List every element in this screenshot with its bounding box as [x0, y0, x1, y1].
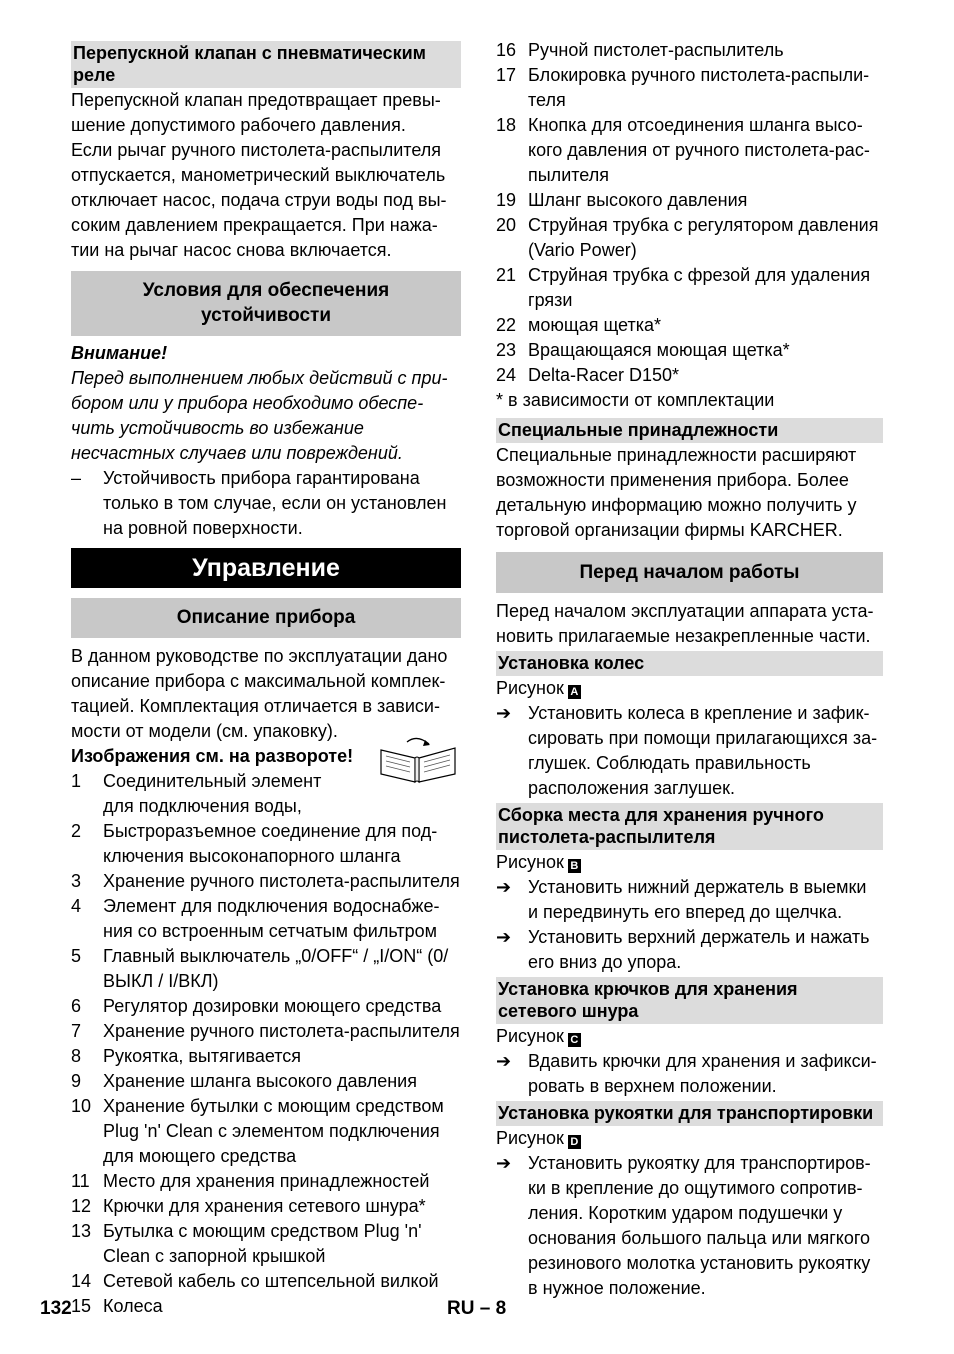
list-item	[71, 1269, 461, 1294]
wheels-heading: Установка колес	[496, 651, 883, 676]
item-number: 11	[71, 1171, 90, 1191]
text-line: Элемент для подключения водоснабже-	[103, 896, 440, 916]
text-line: Устойчивость прибора гарантирована	[103, 468, 420, 488]
item-number: 15	[71, 1296, 92, 1316]
item-text	[528, 38, 883, 63]
list-item	[71, 1169, 461, 1194]
item-text	[528, 338, 883, 363]
text-line: Вдавить крючки для хранения и зафикси-	[528, 1051, 877, 1071]
text-line: кого давления от ручного пистолета-рас-	[528, 140, 870, 160]
figure-letter-c: C	[568, 1033, 581, 1047]
item-text	[103, 869, 461, 894]
text-line: Установить рукоятку для транспортиров-	[528, 1153, 871, 1173]
text-line: ния со встроенным сетчатым фильтром	[103, 921, 437, 941]
list-item	[496, 38, 883, 63]
text-line: тии на рычаг насос снова включается.	[71, 240, 392, 260]
footnote: * в зависимости от комплектации	[496, 390, 775, 410]
item-text	[103, 1094, 461, 1169]
list-item	[496, 363, 883, 388]
text-line: (Vario Power)	[528, 240, 637, 260]
special-text	[496, 443, 883, 543]
text-line: основания большого пальца или мягкого	[528, 1228, 871, 1248]
item-number: 18	[496, 115, 517, 135]
device-parts-list-cont	[496, 38, 883, 388]
list-item	[71, 944, 461, 994]
item-text	[528, 63, 883, 113]
item-text	[528, 113, 883, 188]
item-number: 24	[496, 365, 517, 385]
list-item	[71, 1219, 461, 1269]
text-line: отпускается, манометрический выключатель	[71, 165, 446, 185]
item-text	[528, 263, 883, 313]
item-text	[528, 213, 883, 263]
gun-steps	[496, 875, 883, 975]
text-line: Если рычаг ручного пистолета-распылителя	[71, 140, 441, 160]
text-line: детальную информацию можно получить у	[496, 495, 857, 515]
figure-letter-a: A	[568, 685, 581, 699]
text-line: для подключения воды,	[103, 796, 302, 816]
step-text	[528, 701, 883, 801]
text-line: Хранение ручного пистолета-распылителя	[103, 871, 460, 891]
text-line: шение допустимого рабочего давления.	[71, 115, 406, 135]
text-line: Установить колеса в крепление и зафик-	[528, 703, 870, 723]
arrow-right-icon: ➔	[496, 877, 512, 897]
text-line: чить устойчивость во избежание	[71, 418, 364, 438]
desc-heading: Описание прибора	[71, 598, 461, 638]
handle-steps	[496, 1151, 883, 1301]
text-line: Установить верхний держатель и нажать	[528, 927, 870, 947]
text-line: Установка крючков для хранения	[498, 979, 798, 999]
text-line: Сборка места для хранения ручного	[498, 805, 824, 825]
item-number: 10	[71, 1096, 92, 1116]
item-text	[103, 1269, 461, 1294]
item-number: 7	[71, 1021, 82, 1041]
instruction-step	[496, 925, 883, 975]
item-text	[103, 944, 461, 994]
text-line: Регулятор дозировки моющего средства	[103, 996, 442, 1016]
images-label: Изображения см. на развороте!	[71, 746, 354, 766]
item-number: 13	[71, 1221, 92, 1241]
item-number: 1	[71, 771, 82, 791]
text-line: несчастных случаев или повреждений.	[71, 443, 403, 463]
text-line: мости от модели (см. упаковку).	[71, 721, 338, 741]
text-line: Plug 'n' Clean с элементом подключения	[103, 1121, 440, 1141]
list-item	[71, 1094, 461, 1169]
text-line: Быстроразъемное соединение для под-	[103, 821, 438, 841]
text-line: отключает насос, подача струи воды под вы-	[71, 190, 447, 210]
arrow-right-icon: ➔	[496, 927, 512, 947]
step-text	[528, 1151, 883, 1301]
instruction-step	[496, 875, 883, 925]
text-line: Перепускной клапан предотвращает превы-	[71, 90, 441, 110]
text-line: Кнопка для отсоединения шланга высо-	[528, 115, 863, 135]
text-line: ровать в верхнем положении.	[528, 1076, 777, 1096]
list-item	[71, 1044, 461, 1069]
arrow-right-icon: ➔	[496, 1051, 512, 1071]
instruction-step	[496, 1049, 883, 1099]
item-number: 21	[496, 265, 517, 285]
list-item	[496, 313, 883, 338]
text-line: Рукоятка, вытягивается	[103, 1046, 302, 1066]
text-line: В данном руководстве по эксплуатации дано	[71, 646, 448, 666]
page-label: RU – 8	[447, 1298, 507, 1319]
text-line: описание прибора с максимальной комплек-	[71, 671, 446, 691]
left-column	[71, 38, 461, 1319]
hooks-heading	[496, 977, 883, 1024]
figure-letter-b: B	[568, 859, 581, 873]
item-text	[103, 1019, 461, 1044]
item-number: 23	[496, 340, 517, 360]
text-line: Струйная трубка с регулятором давления	[528, 215, 879, 235]
text-line: Delta-Racer D150*	[528, 365, 680, 385]
text-line: новить прилагаемые незакрепленные части.	[496, 626, 871, 646]
hooks-figure-ref: Рисунок C	[496, 1024, 883, 1049]
item-text	[103, 1294, 461, 1319]
stability-heading	[71, 271, 461, 336]
item-number: 14	[71, 1271, 92, 1291]
before-heading: Перед началом работы	[496, 552, 883, 593]
text-line: ки в крепление до ощутимого сопротив-	[528, 1178, 863, 1198]
text-line: Clean с запорной крышкой	[103, 1246, 326, 1266]
text-line: Перед началом эксплуатации аппарата уста-	[496, 601, 874, 621]
item-number: 17	[496, 65, 517, 85]
images-block	[71, 744, 461, 769]
list-item	[496, 213, 883, 263]
item-number: 8	[71, 1046, 82, 1066]
item-number: 9	[71, 1071, 82, 1091]
list-item	[71, 869, 461, 894]
attention-label: Внимание!	[71, 343, 168, 363]
text-line: Вращающаяся моющая щетка*	[528, 340, 790, 360]
text-line: соким давлением прекращается. При нажа-	[71, 215, 438, 235]
figure-letter-d: D	[568, 1135, 581, 1149]
stability-note-text	[103, 466, 446, 541]
text-line: Главный выключатель „0/OFF“ / „I/ON“ (0/	[103, 946, 449, 966]
item-text	[103, 1219, 461, 1269]
text-line: теля	[528, 90, 566, 110]
text-line: тацией. Комплектация отличается в зависи-	[71, 696, 440, 716]
text-line: резинового молотка установить рукоятку	[528, 1253, 871, 1273]
wheels-steps	[496, 701, 883, 801]
bypass-text	[71, 88, 461, 263]
handle-figure-ref: Рисунок D	[496, 1126, 883, 1151]
text-line: глушек. Соблюдать правильность	[528, 753, 811, 773]
item-number: 3	[71, 871, 82, 891]
gun-holder-heading	[496, 803, 883, 850]
text-line: Специальные принадлежности расширяют	[496, 445, 857, 465]
list-item	[496, 263, 883, 313]
open-book-icon	[377, 736, 459, 786]
text-line: ВЫКЛ / I/ВКЛ)	[103, 971, 219, 991]
item-text	[103, 1169, 461, 1194]
item-number: 22	[496, 315, 517, 335]
item-text	[528, 313, 883, 338]
list-item	[496, 338, 883, 363]
text-line: Колеса	[103, 1296, 163, 1316]
item-number: 6	[71, 996, 82, 1016]
text-line: в нужное положение.	[528, 1278, 706, 1298]
text-line: грязи	[528, 290, 573, 310]
dash-symbol: –	[71, 468, 82, 488]
instruction-step	[496, 701, 883, 801]
list-item	[71, 1294, 461, 1319]
text-line: расположения заглушек.	[528, 778, 735, 798]
text-line: Условия для обеспечения	[142, 280, 390, 301]
item-number: 2	[71, 821, 82, 841]
text-line: только в том случае, если он установлен	[103, 493, 447, 513]
device-parts-list	[71, 769, 461, 1319]
before-text	[496, 599, 883, 649]
list-item	[71, 1019, 461, 1044]
item-number: 19	[496, 190, 517, 210]
text-line: Струйная трубка с фрезой для удаления	[528, 265, 871, 285]
text-line: для моющего средства	[103, 1146, 297, 1166]
step-text	[528, 925, 883, 975]
chapter-title: Управление	[71, 548, 461, 588]
text-line: Перед выполнением любых действий с при-	[71, 368, 448, 388]
list-item	[496, 188, 883, 213]
list-item	[71, 1069, 461, 1094]
text-line: Сетевой кабель со штепсельной вилкой	[103, 1271, 439, 1291]
hooks-steps	[496, 1049, 883, 1099]
text-line: ления. Коротким ударом подушечки у	[528, 1203, 843, 1223]
text-line: на ровной поверхности.	[103, 518, 303, 538]
text-line: сетевого шнура	[498, 1001, 639, 1021]
item-text	[103, 1069, 461, 1094]
text-line: пылителя	[528, 165, 609, 185]
stability-note	[71, 466, 461, 541]
list-item	[71, 994, 461, 1019]
item-number: 16	[496, 40, 517, 60]
gun-figure-ref: Рисунок B	[496, 850, 883, 875]
handle-heading: Установка рукоятки для транспортировки	[496, 1101, 883, 1126]
item-text	[103, 819, 461, 869]
text-line: Хранение шланга высокого давления	[103, 1071, 417, 1091]
text-line: торговой организации фирмы KARCHER.	[496, 520, 843, 540]
text-line: ключения высоконапорного шланга	[103, 846, 401, 866]
item-text	[103, 994, 461, 1019]
item-text	[103, 894, 461, 944]
right-column	[496, 38, 883, 1301]
text-line: Крючки для хранения сетевого шнура*	[103, 1196, 426, 1216]
text-line: Шланг высокого давления	[528, 190, 748, 210]
list-item	[496, 113, 883, 188]
text-line: Бутылка с моющим средством Plug 'n'	[103, 1221, 422, 1241]
arrow-right-icon: ➔	[496, 703, 512, 723]
item-text	[103, 1044, 461, 1069]
desc-text	[71, 644, 461, 744]
item-text	[528, 363, 883, 388]
item-number: 20	[496, 215, 517, 235]
arrow-right-icon: ➔	[496, 1153, 512, 1173]
item-number: 4	[71, 896, 82, 916]
text-line: пистолета-распылителя	[498, 827, 716, 847]
text-line: Соединительный элемент	[103, 771, 322, 791]
list-item	[71, 819, 461, 869]
attention-text	[71, 366, 461, 466]
item-text	[528, 188, 883, 213]
text-line: Ручной пистолет-распылитель	[528, 40, 784, 60]
list-item	[71, 1194, 461, 1219]
list-item	[496, 63, 883, 113]
text-line: Место для хранения принадлежностей	[103, 1171, 430, 1191]
list-item	[71, 894, 461, 944]
item-number: 12	[71, 1196, 92, 1216]
text-line: Хранение бутылки с моющим средством	[103, 1096, 444, 1116]
item-text	[103, 1194, 461, 1219]
wheels-figure-ref: Рисунок A	[496, 676, 883, 701]
text-line: возможности применения прибора. Более	[496, 470, 849, 490]
text-line: моющая щетка*	[528, 315, 662, 335]
bypass-heading: Перепускной клапан с пневматическим реле	[71, 41, 461, 88]
text-line: и передвинуть его вперед до щелчка.	[528, 902, 843, 922]
text-line: Блокировка ручного пистолета-распыли-	[528, 65, 870, 85]
page-number: 132	[40, 1298, 72, 1319]
text-line: Установить нижний держатель в выемки	[528, 877, 867, 897]
text-line: устойчивости	[200, 305, 332, 326]
special-heading: Специальные принадлежности	[496, 418, 883, 443]
instruction-step	[496, 1151, 883, 1301]
step-text	[528, 875, 883, 925]
text-line: его вниз до упора.	[528, 952, 682, 972]
step-text	[528, 1049, 883, 1099]
item-number: 5	[71, 946, 82, 966]
text-line: сировать при помощи прилагающихся за-	[528, 728, 878, 748]
text-line: Хранение ручного пистолета-распылителя	[103, 1021, 460, 1041]
text-line: бором или у прибора необходимо обеспе-	[71, 393, 424, 413]
